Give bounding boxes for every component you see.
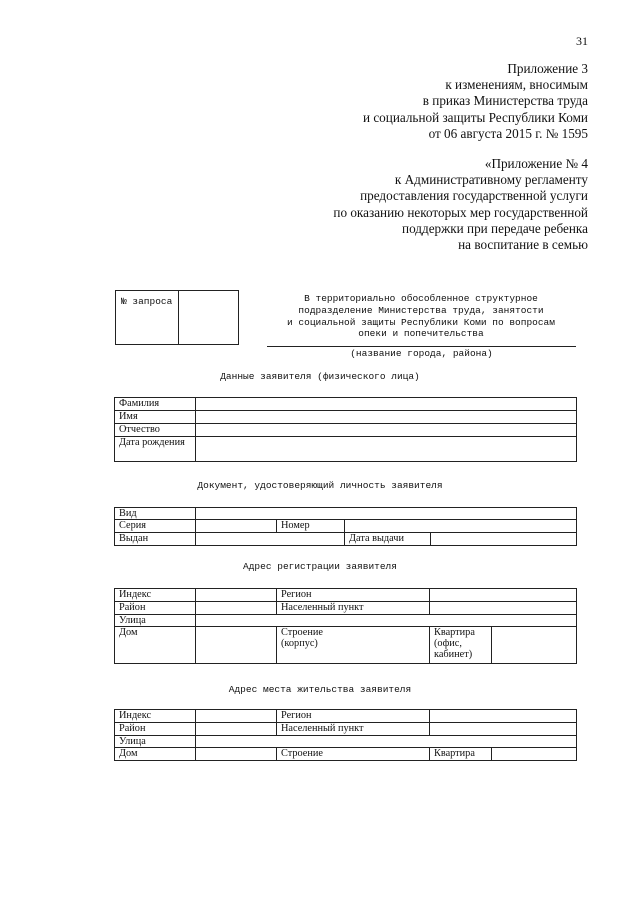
reg-house-field[interactable] — [196, 627, 277, 664]
res-region-label: Регион — [277, 710, 430, 723]
doc-issue-date-label: Дата выдачи — [345, 533, 431, 546]
page-number: 31 — [576, 34, 588, 48]
res-index-field[interactable] — [196, 710, 277, 723]
doc-number-label: Номер — [277, 520, 345, 533]
res-building-label: Строение — [277, 748, 430, 761]
reg-apartment-label: Квартира (офис, кабинет) — [430, 627, 492, 664]
annex-line: от 06 августа 2015 г. № 1595 — [428, 125, 588, 141]
addressee-block — [262, 293, 580, 340]
reg-building-label: Строение (корпус) — [277, 627, 430, 664]
annex-heading — [363, 61, 588, 142]
annex-line: «Приложение № 4 — [484, 156, 588, 171]
surname-label: Фамилия — [115, 398, 196, 411]
reg-street-field[interactable] — [196, 615, 577, 627]
doc-series-label: Серия — [115, 520, 196, 533]
annex-line: Приложение 3 — [507, 61, 588, 76]
first-name-label: Имя — [115, 411, 196, 424]
annex-line: к изменениям, вносимым — [445, 77, 588, 93]
reg-district-field[interactable] — [196, 602, 277, 615]
reg-index-label: Индекс — [115, 589, 196, 602]
birth-date-label: Дата рождения — [115, 437, 196, 462]
res-index-label: Индекс — [115, 710, 196, 723]
reg-house-label: Дом — [115, 627, 196, 664]
annex-line: на воспитание в семью — [458, 237, 588, 253]
reg-district-label: Район — [115, 602, 196, 615]
reg-settlement-field[interactable] — [430, 602, 577, 615]
box-divider — [178, 291, 179, 344]
registration-table — [114, 588, 577, 664]
reg-region-label: Регион — [277, 589, 430, 602]
addressee-line: подразделение Министерства труда, занятости — [298, 304, 544, 316]
addressee-line: В территориально обособленное структурное — [304, 293, 538, 304]
reg-settlement-label: Населенный пункт — [277, 602, 430, 615]
annex-line: поддержки при передаче ребенка — [402, 220, 588, 236]
addressee-line: опеки и попечительства — [358, 328, 484, 340]
res-street-label: Улица — [115, 736, 196, 748]
addressee-line: и социальной защиты Республики Коми по вопросам — [287, 316, 555, 328]
annex-line: и социальной защиты Республики Коми — [362, 109, 588, 125]
birth-date-field[interactable] — [196, 437, 577, 462]
res-district-field[interactable] — [196, 723, 277, 736]
patronymic-field[interactable] — [196, 424, 577, 437]
doc-issued-label: Выдан — [115, 533, 196, 546]
doc-series-field[interactable] — [196, 520, 277, 533]
applicant-table — [114, 397, 577, 462]
request-number-box — [115, 290, 239, 345]
doc-number-field[interactable] — [345, 520, 577, 533]
reg-apartment-field[interactable] — [492, 627, 577, 664]
first-name-field[interactable] — [196, 411, 577, 424]
residence-table — [114, 709, 577, 761]
res-house-label: Дом — [115, 748, 196, 761]
surname-field[interactable] — [196, 398, 577, 411]
doc-type-label: Вид — [115, 508, 196, 520]
reg-index-field[interactable] — [196, 589, 277, 602]
res-house-field[interactable] — [196, 748, 277, 761]
identity-table — [114, 507, 577, 546]
regulation-annex-heading — [333, 156, 588, 253]
annex-line: по оказанию некоторых мер государственной — [333, 204, 588, 220]
res-settlement-label: Населенный пункт — [277, 723, 430, 736]
city-input-line[interactable] — [267, 346, 576, 347]
annex-line: предоставления государственной услуги — [360, 188, 588, 204]
patronymic-label: Отчество — [115, 424, 196, 437]
res-settlement-field[interactable] — [430, 723, 577, 736]
reg-region-field[interactable] — [430, 589, 577, 602]
doc-issued-field[interactable] — [196, 533, 345, 546]
res-region-field[interactable] — [430, 710, 577, 723]
res-street-field[interactable] — [196, 736, 577, 748]
res-apartment-label: Квартира — [430, 748, 492, 761]
registration-section-title: Адрес регистрации заявителя — [243, 561, 397, 572]
res-district-label: Район — [115, 723, 196, 736]
doc-issue-date-field[interactable] — [431, 533, 577, 546]
residence-section-title: Адрес места жительства заявителя — [228, 684, 412, 695]
doc-type-field[interactable] — [196, 508, 577, 520]
identity-section-title: Документ, удостоверяющий личность заявителя — [197, 480, 443, 491]
applicant-section-title: Данные заявителя (физического лица) — [220, 371, 420, 382]
annex-line: в приказ Министерства труда — [422, 93, 588, 109]
annex-line: к Административному регламенту — [394, 172, 588, 188]
res-apartment-field[interactable] — [492, 748, 577, 761]
reg-street-label: Улица — [115, 615, 196, 627]
city-caption: (название города, района) — [350, 348, 493, 359]
request-number-label: № запроса — [121, 296, 173, 307]
